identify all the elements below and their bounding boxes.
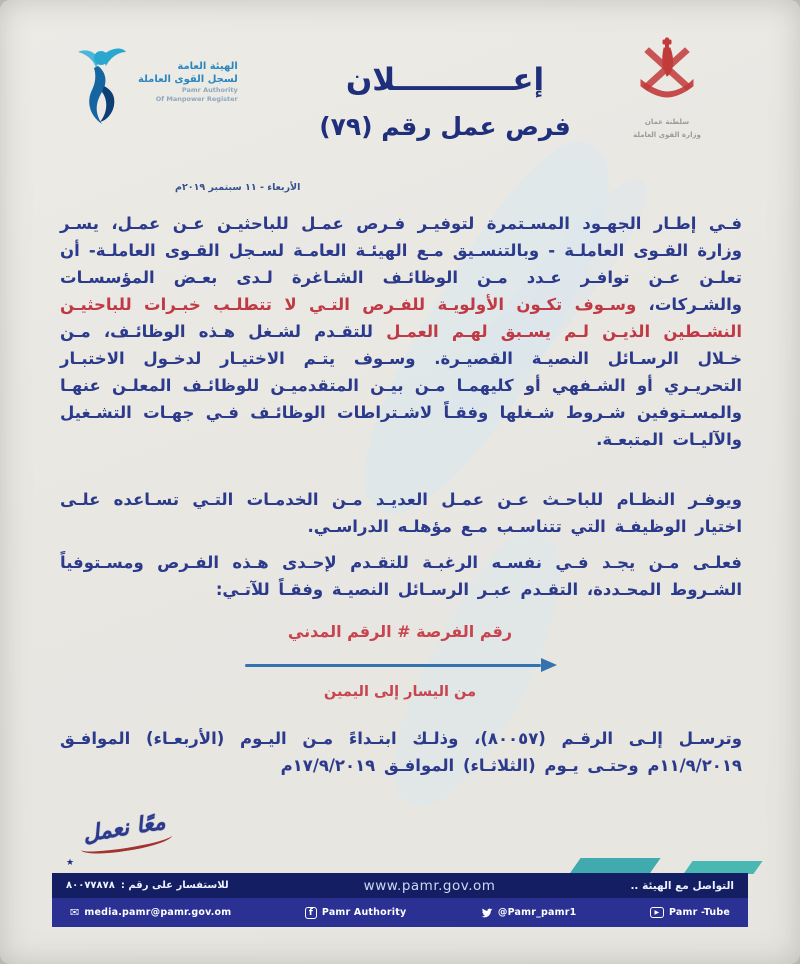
announcement-subtitle: فرص عمل رقم (٧٩) [319,112,571,141]
emblem-icon [635,95,699,114]
paragraph-send-details: وترسـل إلـى الرقـم (٨٠٠٥٧)، وذلـك ابتـداءً مـن اليـوم (الأربعـاء) الموافـق ١١/٩/٢٠١٩م وحتـى يـوم (الثلاثـاء) الموافـق ١٧/٩/٢٠١٩م [60,729,743,775]
enquiry-label: للاستفسار على رقم : [120,880,229,891]
announcement-title-block [290,62,600,141]
social-facebook-label: Pamr Authority [321,907,407,918]
social-twitter [480,907,577,918]
paragraph-system-services: ويوفـر النظـام للباحـث عـن عمـل العديـد مـن الخدمـات التـي تسـاعده علـى اختيار الوظيفـة التي تتناسـب مـع مؤهلـه الدراسـي. [60,490,742,536]
twitter-icon [480,907,493,918]
social-youtube-label: Pamr -Tube [668,907,730,918]
paragraph-intro-end: للتقـدم لشـغل هـذه الوظائـف، مـن خـلال الرسـائل النصيـة القصيـرة. وسـوف يتـم الاختيـار لدخـول الاختبـار التحريـري أو الشـفهي أو كليهمـا مـن بيـن المتقدميـن للوظائـف المعلـن عنهـا والمسـتوفين شـروط شـغلها وفقـاً لاشـتراطات الوظائـف فـي جهـات التشـغيل والآليـات المتبعـة. [60,322,742,449]
footer-contact-bar [52,873,748,898]
social-facebook [305,907,406,919]
teal-accent-shape [569,858,660,874]
website-url: www.pamr.gov.om [363,877,496,894]
facebook-icon: f [305,907,317,919]
logo-figure-icon [72,42,130,142]
social-youtube [650,907,730,918]
sparkle-icon: ★ [66,858,75,868]
logo-text [138,42,238,142]
announcement-title: إعـــــــــــلان [345,62,545,98]
slogan-text: معًا نعمل [81,809,168,848]
social-twitter-label: @Pamr_pamr1 [497,907,577,918]
oman-emblem [622,36,712,140]
direction-arrow-icon [245,658,557,672]
enquiry-info [66,880,229,891]
paragraph-priority-highlight: وسـوف تكـون الأولويـة للفـرص التـي لا تتطلـب خبـرات للباحثيـن النشـطين الذيـن لـم يسـبق لهـم العمـل [60,295,743,341]
social-email [70,906,231,919]
social-email-label: media.pamr@pamr.gov.om [84,907,232,918]
logo-title-ar-1: الهيئة العامة [177,61,238,72]
slogan [68,808,182,860]
arrow-caption: من اليسار إلى اليمين [323,684,477,700]
authority-logo [72,42,262,142]
logo-title-en-2: Of Manpower Register [155,95,238,103]
emblem-caption-1: سلطنة عمان [644,118,690,126]
youtube-icon: ▶ [650,907,664,918]
paragraph-apply-instructions: فعلـى مـن يجـد فـي نفسـه الرغبـة للتقـدم لإحـدى هـذه الفـرص ومسـتوفياً الشـروط المحـددة، التقـدم عبـر الرسـائل النصيـة وفقـاً للآتـي: [60,553,742,599]
paragraph-intro [60,210,742,453]
sms-format-text: رقم الفرصة # الرقم المدني [287,622,513,641]
announcement-date: الأربعاء - ١١ سبتمبر ٢٠١٩م [175,182,301,193]
email-icon: ✉ [70,906,80,919]
footer-social-bar [52,898,748,927]
logo-title-en-1: Pamr Authority [181,86,238,94]
contact-label: التواصل مع الهيئة .. [630,879,734,892]
emblem-caption-2: وزارة القوى العاملة [633,131,701,139]
logo-title-ar-2: لسجل القوى العاملة [138,74,238,85]
paragraph-intro-start: فـي إطـار الجهـود المسـتمرة لتوفيـر فـرص عمـل للباحثيـن عـن عمـل، يسـر وزارة القـوى العاملـة - وبالتنسـيق مـع الهيئـة العامـة لسـجل القـوى العاملـة- أن تعلـن عـن توافـر عـدد مـن الوظائـف الشـاغرة لـدى بعـض المؤسسـات والشـركات، [60,214,742,314]
enquiry-number: ٨٠٠٧٧٨٧٨ [66,880,115,891]
